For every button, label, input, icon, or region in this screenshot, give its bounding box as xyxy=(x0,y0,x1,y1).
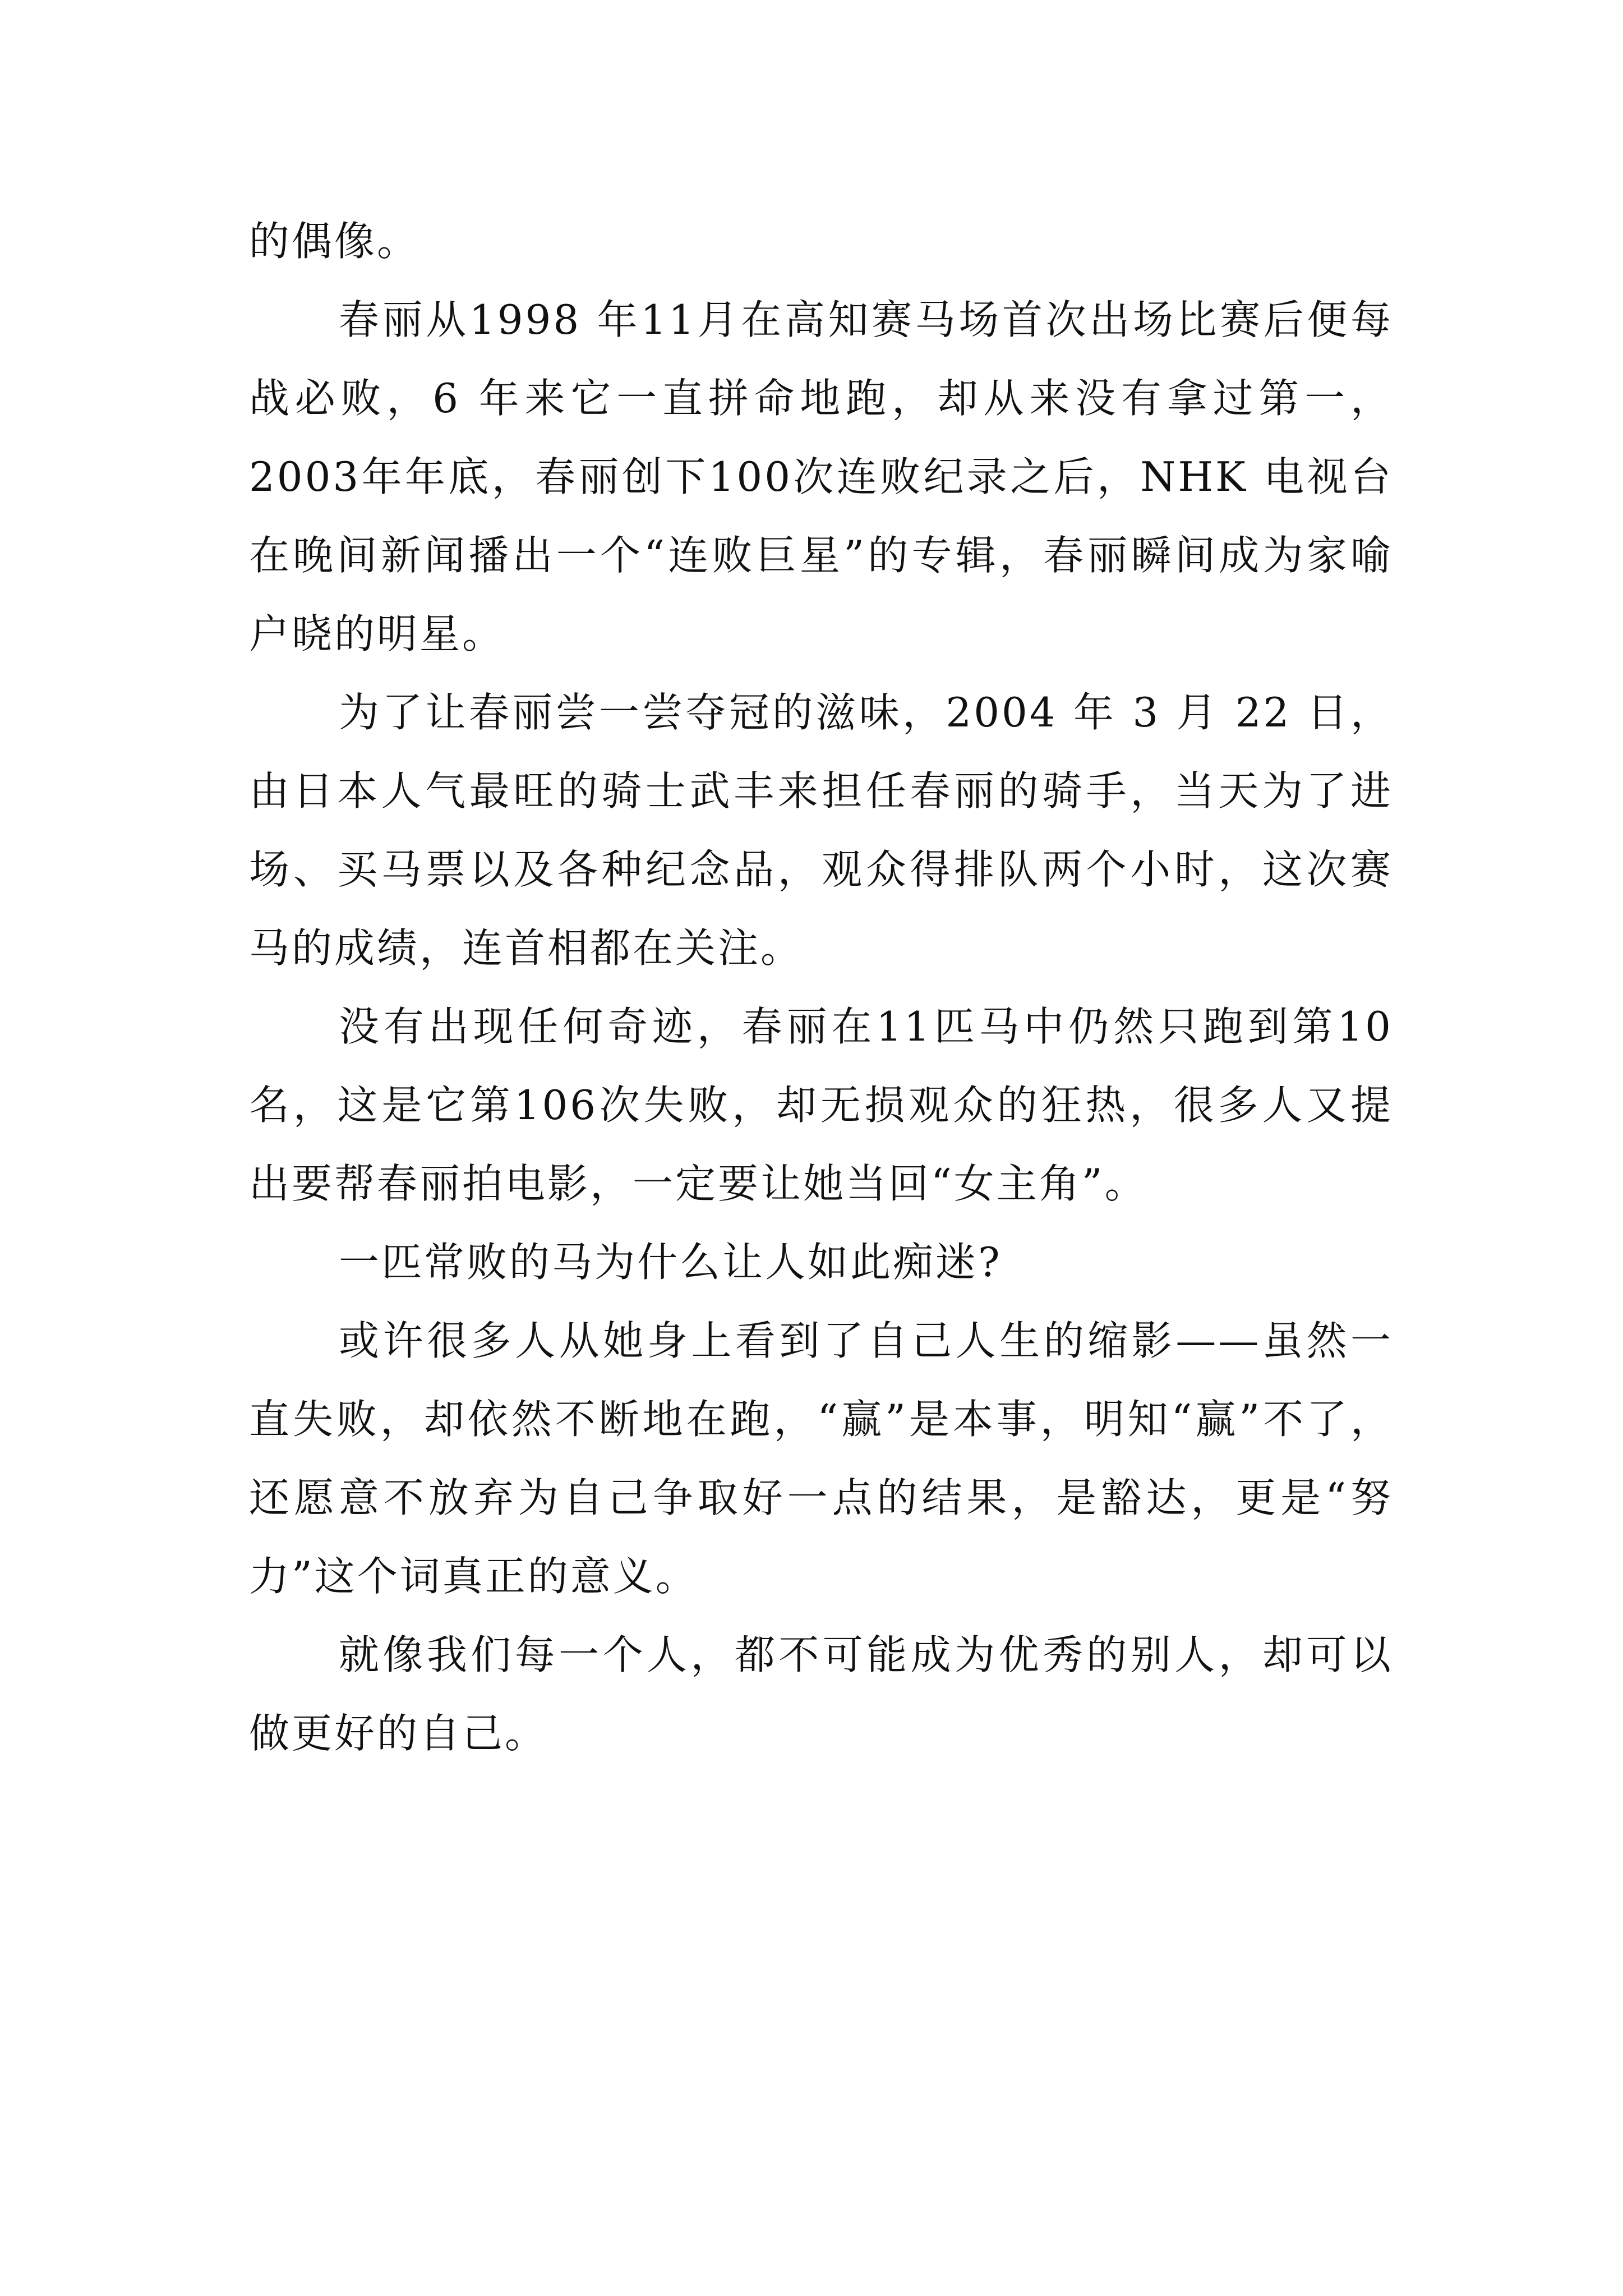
paragraph-4: 没有出现任何奇迹，春丽在11匹马中仍然只跑到第10名，这是它第106次失败，却无损观众的狂热，很多人又提出要帮春丽拍电影，一定要让她当回“女主角”。 xyxy=(249,1003,1393,1207)
paragraph-7: 就像我们每一个人，都不可能成为优秀的别人，却可以做更好的自己。 xyxy=(249,1631,1393,1757)
body-text xyxy=(249,202,1393,1773)
paragraph-3: 为了让春丽尝一尝夺冠的滋味，2004 年 3 月 22 日，由日本人气最旺的骑士武丰来担任春丽的骑手，当天为了进场、买马票以及各种纪念品，观众得排队两个小时，这次赛马的成绩，连首相都在关注。 xyxy=(249,689,1393,972)
paragraph-6: 或许很多人从她身上看到了自己人生的缩影——虽然一直失败，却依然不断地在跑，“赢”是本事，明知“赢”不了，还愿意不放弃为自己争取好一点的结果，是豁达，更是“努力”这个词真正的意义。 xyxy=(249,1317,1393,1600)
paragraph-5: 一匹常败的马为什么让人如此痴迷? xyxy=(339,1239,1002,1286)
paragraph-2: 春丽从1998 年11月在高知赛马场首次出场比赛后便每战必败，6 年来它一直拼命地跑，却从来没有拿过第一，2003年年底，春丽创下100次连败纪录之后，NHK 电视台在晚间新闻播出一个“连败巨星”的专辑，春丽瞬间成为家喻户晓的明星。 xyxy=(249,296,1393,657)
paragraph-1: 的偶像。 xyxy=(249,218,420,265)
